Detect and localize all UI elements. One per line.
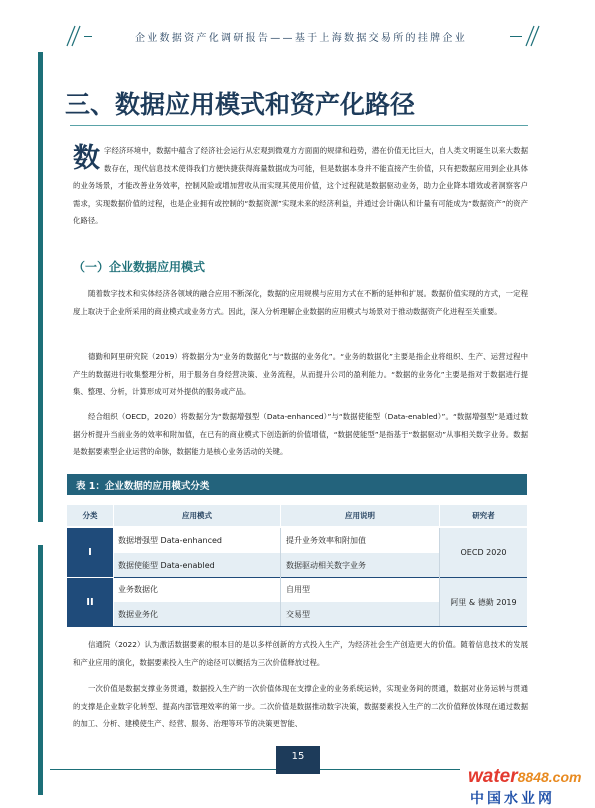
table-header-description: 应用说明: [281, 505, 439, 526]
table-cell-description: 交易型: [286, 609, 310, 619]
section-title: 三、数据应用模式和资产化路径: [65, 90, 416, 119]
table-header-mode: 应用模式: [114, 505, 280, 526]
watermark-site-name: 中国水业网: [470, 791, 555, 807]
watermark-brand-word: water: [468, 766, 518, 787]
subsection-title: （一）企业数据应用模式: [73, 260, 206, 274]
title-underline: [70, 125, 528, 126]
watermark-brand-tld: .com: [548, 769, 582, 785]
header-rule-right: [510, 36, 522, 37]
table-row: [114, 578, 440, 601]
header-rule-left: [84, 36, 92, 37]
table-cell-description: 提升业务效率和附加值: [286, 535, 366, 545]
body-paragraph: 经合组织（OECD，2020）将数据分为“数据增强型（Data-enhanced）”与“数据使能型（Data-enabled）”。“数据增强型”是通过数据分析提升当前业务的效率和附加值，在已有的商业模式下创造新的价值增值，“数据使能型”是指基于“数据驱动”从事相关数字业务。数据是数据要素型企业运营的命脉，数据能力是核心业务活动的关键。: [73, 412, 528, 457]
running-header: 企业数据资产化调研报告——基于上海数据交易所的挂牌企业: [134, 33, 468, 44]
intro-text: 字经济环境中，数据中蕴含了经济社会运行从宏观到微观方方面面的规律和趋势，潜在价值无比巨大，自人类文明诞生以来大数据数存在，现代信息技术使得我们方便快捷获得海量数据成为可能，但是数据本身并不能直接产生价值，只有把数据应用到企业具体的业务场景，才能改善业务效率，控制风险或增加营收从而实现其使用价值，这个过程就是数据驱动业务，助力企业降本增效或者洞察客户需求，实现数据价值的过程，也是企业拥有或控制的“数据资源”实现未来的经济利益，并通过会计确认和计量有可能成为“数据资产”的资产化路径。: [73, 146, 528, 226]
side-accent-bar: [38, 52, 43, 522]
watermark-brand-number: 8848: [517, 769, 549, 785]
page-number: 15: [291, 751, 305, 762]
table-cell-mode: 数据使能型 Data-enabled: [118, 560, 215, 570]
table-header-researcher: 研究者: [440, 505, 527, 526]
body-paragraph: 信通院（2022）认为激活数据要素的根本目的是以多样创新的方式投入生产，为经济社会生产创造更大的价值。随着信息技术的发展和产业应用的演化，数据要素投入生产的途径可以概括为三次价值释放过程。: [73, 640, 528, 667]
table-cell-source: OECD 2020: [460, 548, 507, 557]
table-title: 表 1：企业数据的应用模式分类: [76, 481, 210, 492]
table-cell-mode: 数据增强型 Data-enhanced: [118, 535, 222, 545]
side-accent-bar: [38, 545, 43, 795]
body-paragraph: 德勤和阿里研究院（2019）将数据分为“业务的数据化”与“数据的业务化”。“业务的数据化”主要是指企业将组织、生产、运营过程中产生的数据进行收集整理分析，用于服务自身经营决策、业务流程，从而提升公司的盈利能力。“数据的业务化”主要是指对于数据进行提集、整理、分析，计算形成可对外提供的服务或产品。: [73, 352, 528, 397]
table-cell-description: 自用型: [286, 585, 310, 594]
intro-paragraph: [73, 142, 528, 230]
table-cell-source: 阿里 & 德勤 2019: [450, 597, 517, 607]
footer-rule-left: [50, 769, 276, 770]
table-cell-description: 数据驱动相关数字业务: [286, 560, 366, 570]
table-bottom-border: [67, 626, 527, 627]
slash-decoration-icon: [64, 24, 84, 48]
table-divider: [280, 528, 281, 626]
watermark-brand: [468, 766, 581, 788]
table-category: II: [67, 578, 113, 626]
footer-rule-right: [320, 769, 460, 770]
body-paragraph: 随着数字技术和实体经济各领域的融合应用不断深化，数据的应用规模与应用方式在不断的延伸和扩展。数据价值实现的方式，一定程度上取决于企业所采用的商业模式或业务方式。因此，深入分析理解企业数据的应用模式与场景对于推动数据资产化进程至关重要。: [73, 289, 528, 316]
table-category: I: [67, 528, 113, 577]
table-cell-mode: 数据业务化: [118, 609, 158, 619]
drop-cap: 数: [73, 143, 100, 174]
table-divider: [439, 528, 440, 626]
table-cell-mode: 业务数据化: [118, 585, 158, 594]
watermark: [468, 766, 590, 806]
body-paragraph: 一次价值是数据支撑业务贯通，数据投入生产的一次价值体现在支撑企业的业务系统运转，实现业务间的贯通，数据对业务运转与贯通的支撑是企业数字化转型、提高内部管理效率的第一步。二次价值是数据推动数字决策，数据要素投入生产的二次价值释放体现在通过数据的加工、分析、建模使生产、经营、服务、治理等环节的决策更智能、: [73, 684, 528, 729]
table-row: [114, 602, 440, 626]
table-divider: [114, 577, 527, 578]
table-header-category: 分类: [67, 505, 113, 526]
slash-decoration-icon: [522, 24, 542, 48]
